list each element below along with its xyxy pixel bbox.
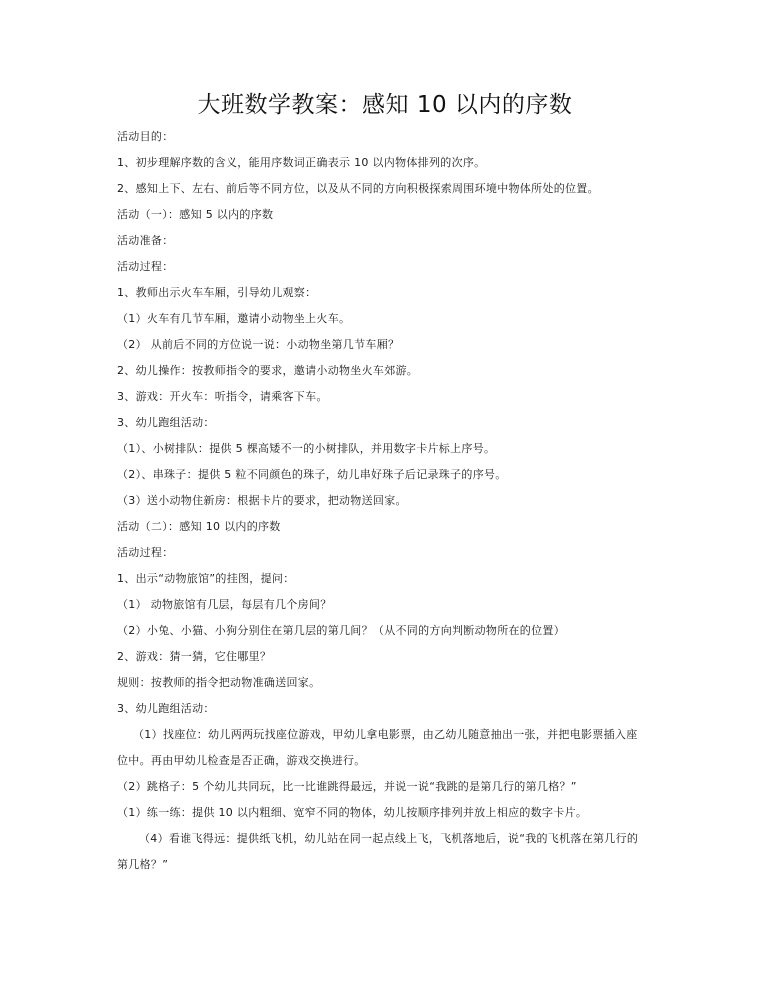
paragraph-line: （1）、小树排队：提供 5 棵高矮不一的小树排队，并用数字卡片标上序号。	[117, 442, 496, 455]
document-body	[117, 124, 657, 878]
paragraph-line: 第几格？”	[117, 858, 169, 871]
paragraph-line: （2）小兔、小猫、小狗分别住在第几层的第几间？（从不同的方向判断动物所在的位置）	[117, 624, 565, 637]
paragraph-line: 3、游戏：开火车：听指令，请乘客下车。	[117, 390, 328, 403]
paragraph-line: 1、出示“动物旅馆”的挂图，提问：	[117, 572, 295, 585]
paragraph-line: 活动（二）：感知 10 以内的序数	[117, 520, 281, 533]
paragraph-line: （1）找座位：幼儿两两玩找座位游戏，甲幼儿拿电影票，由乙幼儿随意抽出一张，并把电影票插入座	[133, 728, 638, 741]
paragraph-line: 3、幼儿跑组活动：	[117, 702, 215, 715]
paragraph-line: （1） 动物旅馆有几层，每层有几个房间？	[117, 598, 332, 611]
paragraph-line: 3、幼儿跑组活动：	[117, 416, 215, 429]
paragraph-line: （2） 从前后不同的方位说一说：小动物坐第几节车厢？	[117, 338, 400, 351]
paragraph-line: 1、初步理解序数的含义，能用序数词正确表示 10 以内物体排列的次序。	[117, 156, 486, 169]
paragraph-line: 活动（一）：感知 5 以内的序数	[117, 208, 274, 221]
paragraph-line: （3）送小动物住新房：根据卡片的要求，把动物送回家。	[117, 494, 407, 507]
paragraph-line: 活动目的：	[117, 130, 174, 143]
paragraph-line: （1）练一练：提供 10 以内粗细、宽窄不同的物体，幼儿按顺序排列并放上相应的数字卡片。	[117, 806, 588, 819]
paragraph-line: （2）、串珠子：提供 5 粒不同颜色的珠子，幼儿串好珠子后记录珠子的序号。	[117, 468, 507, 481]
paragraph-line: 1、教师出示火车车厢，引导幼儿观察：	[117, 286, 317, 299]
paragraph-line: （1）火车有几节车厢，邀请小动物坐上火车。	[117, 312, 351, 325]
paragraph-line: 2、感知上下、左右、前后等不同方位，以及从不同的方向积极探索周围环境中物体所处的位置。	[117, 182, 599, 195]
paragraph-line: 活动过程：	[117, 260, 174, 273]
paragraph-line: 2、幼儿操作：按教师指令的要求，邀请小动物坐火车郊游。	[117, 364, 419, 377]
paragraph-line: 活动过程：	[117, 546, 174, 559]
paragraph-line: 位中。再由甲幼儿检查是否正确，游戏交换进行。	[117, 754, 366, 767]
paragraph-line: 规则：按教师的指令把动物准确送回家。	[117, 676, 321, 689]
paragraph-line: 活动准备：	[117, 234, 174, 247]
paragraph-line: （4）看谁飞得远：提供纸飞机，幼儿站在同一起点线上飞，飞机落地后，说“我的飞机落在第几行的	[139, 832, 639, 845]
paragraph-line: （2）跳格子：5 个幼儿共同玩，比一比谁跳得最远，并说一说“我跳的是第几行的第几格？”	[117, 780, 577, 793]
document-title: 大班数学教案：感知 10 以内的序数	[197, 92, 573, 118]
paragraph-line: 2、游戏：猜一猜，它住哪里？	[117, 650, 272, 663]
